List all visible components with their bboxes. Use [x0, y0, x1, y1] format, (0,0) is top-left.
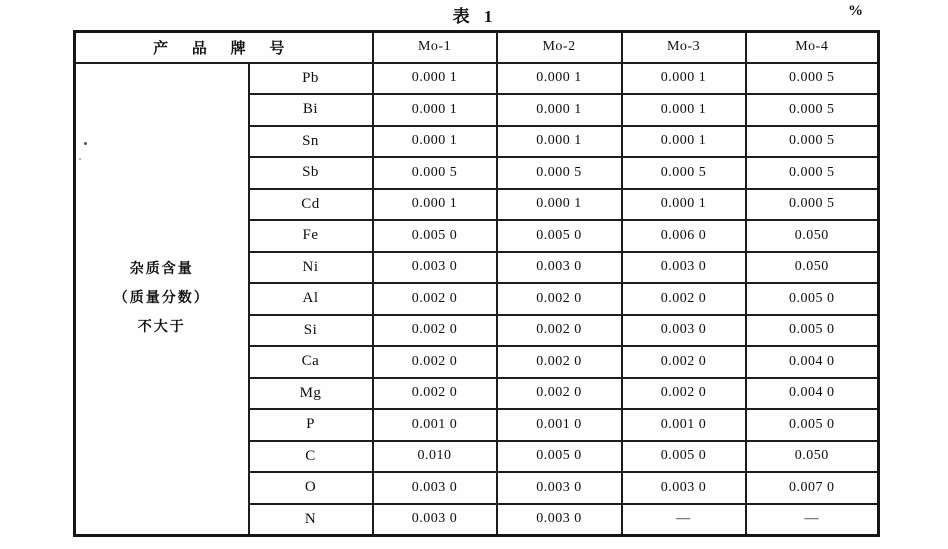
- value-cell: 0.005 0: [746, 283, 879, 315]
- element-cell: Cd: [249, 189, 373, 221]
- value-cell: 0.050: [746, 441, 879, 473]
- value-cell: 0.000 5: [497, 157, 622, 189]
- value-cell: 0.003 0: [497, 504, 622, 536]
- value-cell: 0.003 0: [622, 252, 746, 284]
- element-cell: Ni: [249, 252, 373, 284]
- row-group-label-cell: [75, 63, 249, 536]
- table-header-row: [75, 32, 879, 63]
- element-cell: N: [249, 504, 373, 536]
- value-cell: 0.002 0: [373, 315, 497, 347]
- table-row: [75, 63, 879, 95]
- value-cell: 0.005 0: [497, 220, 622, 252]
- element-cell: Sb: [249, 157, 373, 189]
- value-cell: 0.000 1: [622, 94, 746, 126]
- value-cell: 0.000 1: [497, 189, 622, 221]
- value-cell: 0.005 0: [373, 220, 497, 252]
- value-cell: 0.002 0: [497, 315, 622, 347]
- value-cell: 0.000 1: [373, 189, 497, 221]
- element-cell: Bi: [249, 94, 373, 126]
- value-cell: 0.005 0: [497, 441, 622, 473]
- value-cell: 0.000 5: [746, 126, 879, 158]
- table-caption: 表 1: [452, 7, 498, 26]
- value-cell: —: [622, 504, 746, 536]
- element-cell: Pb: [249, 63, 373, 95]
- element-cell: Si: [249, 315, 373, 347]
- impurity-table: [73, 30, 880, 537]
- value-cell: 0.000 1: [373, 63, 497, 95]
- element-cell: O: [249, 472, 373, 504]
- value-cell: 0.005 0: [746, 315, 879, 347]
- value-cell: 0.050: [746, 252, 879, 284]
- value-cell: 0.003 0: [622, 315, 746, 347]
- value-cell: 0.006 0: [622, 220, 746, 252]
- group-label-line: 不大于: [137, 320, 186, 335]
- value-cell: 0.004 0: [746, 346, 879, 378]
- column-header-mo4: Mo-4: [746, 32, 879, 63]
- value-cell: 0.000 1: [497, 94, 622, 126]
- value-cell: 0.000 1: [622, 63, 746, 95]
- value-cell: 0.002 0: [373, 378, 497, 410]
- value-cell: 0.002 0: [373, 346, 497, 378]
- column-header-mo1: Mo-1: [373, 32, 497, 63]
- value-cell: 0.004 0: [746, 378, 879, 410]
- value-cell: 0.005 0: [746, 409, 879, 441]
- value-cell: 0.003 0: [373, 252, 497, 284]
- element-cell: Sn: [249, 126, 373, 158]
- element-cell: Al: [249, 283, 373, 315]
- value-cell: 0.000 1: [622, 189, 746, 221]
- value-cell: 0.000 1: [373, 126, 497, 158]
- group-label-line: 杂质含量: [129, 262, 194, 277]
- value-cell: 0.002 0: [622, 378, 746, 410]
- value-cell: 0.050: [746, 220, 879, 252]
- value-cell: 0.002 0: [622, 283, 746, 315]
- value-cell: 0.002 0: [497, 346, 622, 378]
- value-cell: 0.000 1: [622, 126, 746, 158]
- element-cell: Ca: [249, 346, 373, 378]
- grade-header-cell: 产 品 牌 号: [75, 32, 373, 63]
- value-cell: 0.003 0: [497, 472, 622, 504]
- unit-label: %: [848, 3, 863, 19]
- value-cell: 0.001 0: [373, 409, 497, 441]
- value-cell: 0.001 0: [497, 409, 622, 441]
- column-header-mo3: Mo-3: [622, 32, 746, 63]
- value-cell: 0.000 5: [622, 157, 746, 189]
- column-header-mo2: Mo-2: [497, 32, 622, 63]
- element-cell: Mg: [249, 378, 373, 410]
- value-cell: —: [746, 504, 879, 536]
- value-cell: 0.005 0: [622, 441, 746, 473]
- value-cell: 0.000 5: [746, 94, 879, 126]
- value-cell: 0.003 0: [373, 504, 497, 536]
- value-cell: 0.002 0: [373, 283, 497, 315]
- value-cell: 0.003 0: [373, 472, 497, 504]
- value-cell: 0.002 0: [497, 283, 622, 315]
- value-cell: 0.003 0: [622, 472, 746, 504]
- element-cell: P: [249, 409, 373, 441]
- element-cell: Fe: [249, 220, 373, 252]
- value-cell: 0.000 1: [497, 126, 622, 158]
- value-cell: 0.002 0: [622, 346, 746, 378]
- value-cell: 0.000 1: [497, 63, 622, 95]
- value-cell: 0.000 1: [373, 94, 497, 126]
- value-cell: 0.000 5: [746, 157, 879, 189]
- value-cell: 0.002 0: [497, 378, 622, 410]
- element-cell: C: [249, 441, 373, 473]
- value-cell: 0.003 0: [497, 252, 622, 284]
- group-label-line: （质量分数）: [113, 291, 210, 306]
- value-cell: 0.001 0: [622, 409, 746, 441]
- value-cell: 0.007 0: [746, 472, 879, 504]
- value-cell: 0.000 5: [746, 63, 879, 95]
- value-cell: 0.010: [373, 441, 497, 473]
- value-cell: 0.000 5: [373, 157, 497, 189]
- value-cell: 0.000 5: [746, 189, 879, 221]
- caption-strip: [73, 2, 877, 26]
